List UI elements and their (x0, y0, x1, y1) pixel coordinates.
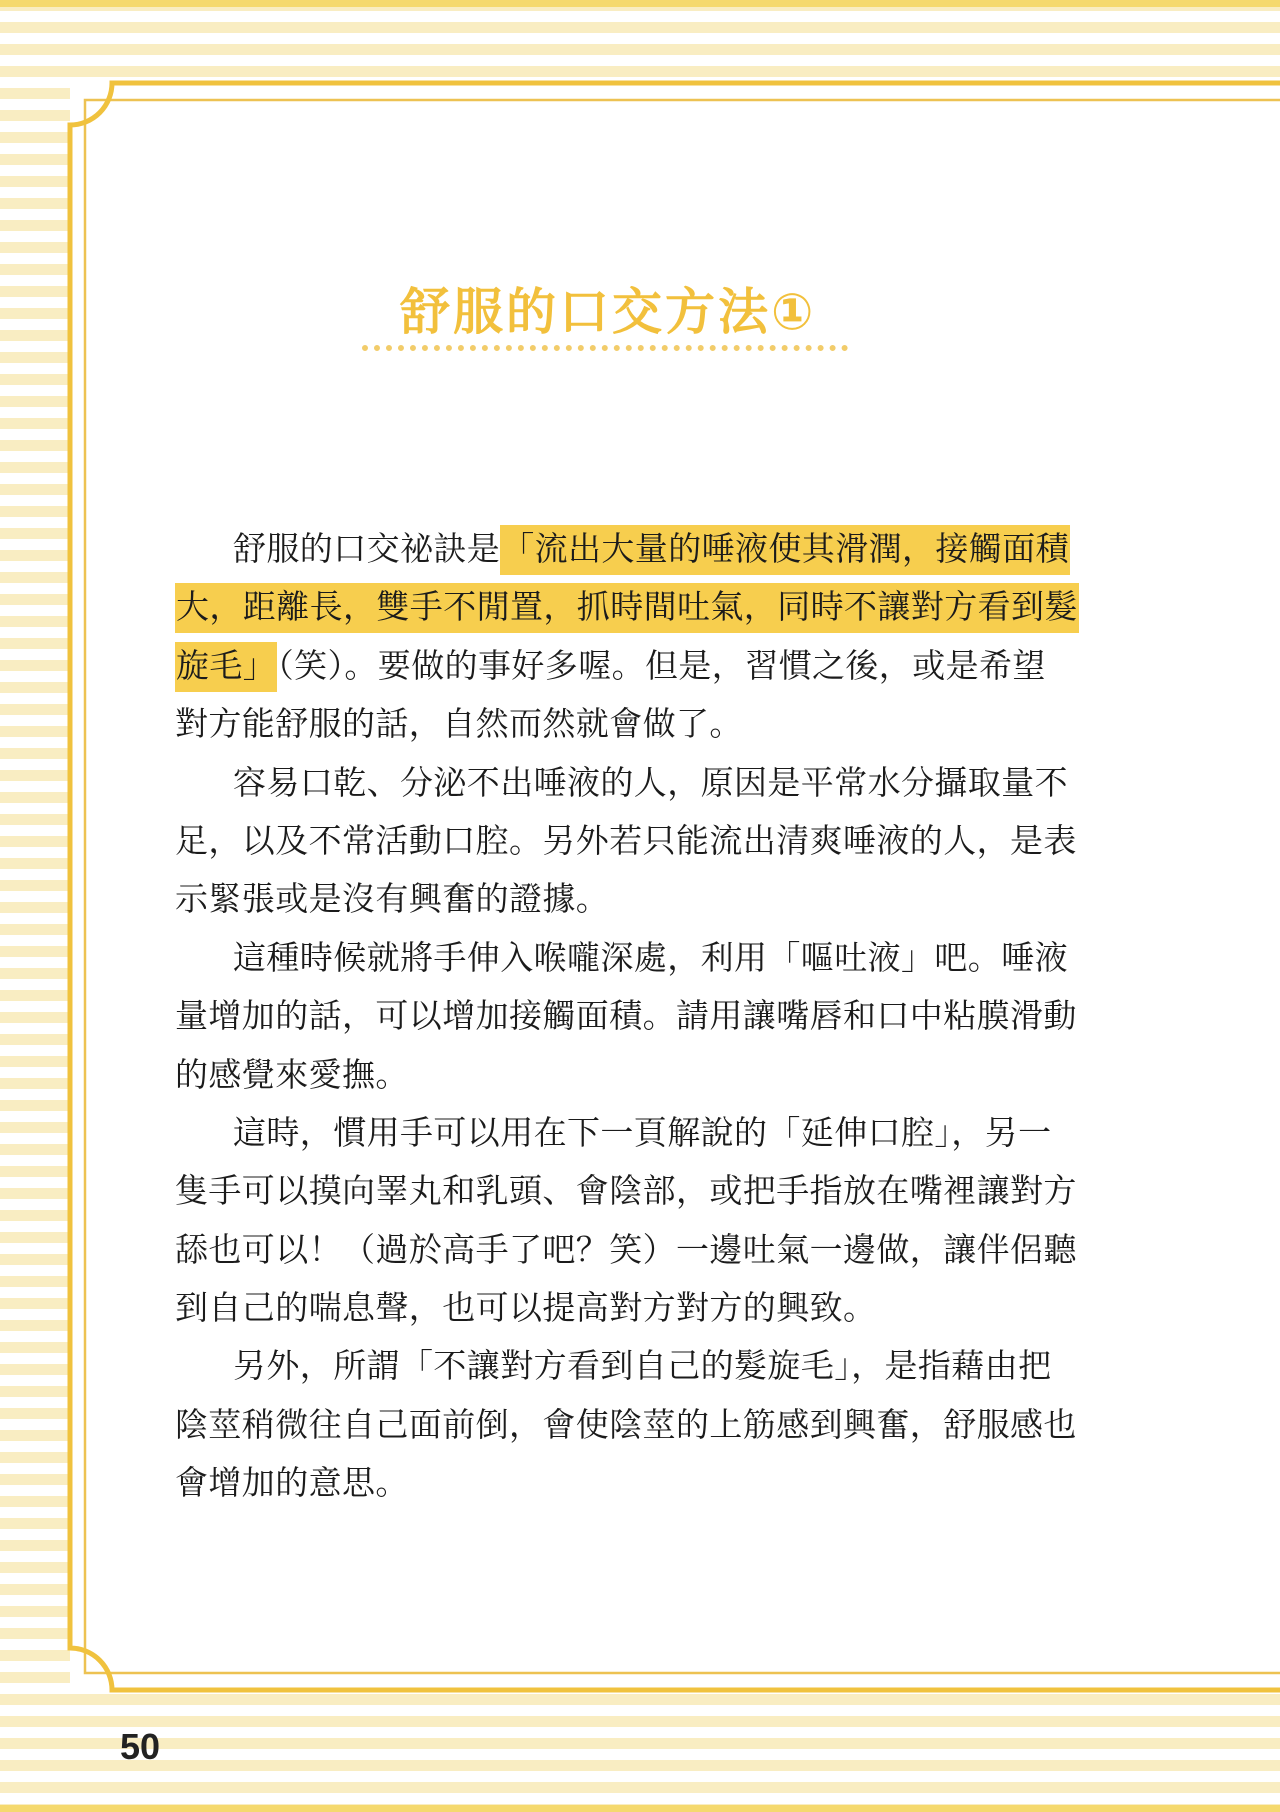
plain-text: 這種時候就將手伸入喉嚨深處，利用「嘔吐液」吧。唾液 (233, 940, 1068, 977)
page-title: 舒服的口交方法① (400, 284, 817, 340)
highlighted-text: 旋毛」 (175, 642, 277, 692)
text-line (175, 521, 1081, 579)
text-line (175, 755, 1081, 813)
plain-text: 舒服的口交祕訣是 (233, 532, 501, 568)
text-line (175, 1338, 1081, 1396)
plain-text: 會增加的意思。 (175, 1466, 409, 1503)
highlighted-text: 「流出大量的唾液使其滑潤，接觸面積 (500, 525, 1070, 575)
plain-text: 這時，慣用手可以用在下一頁解說的「延伸口腔」，另一 (233, 1115, 1052, 1152)
plain-text: 容易口乾、分泌不出唾液的人，原因是平常水分攝取量不 (233, 765, 1068, 802)
highlighted-text: 大，距離長，雙手不閒置，抓時間吐氣，同時不讓對方看到髮 (175, 583, 1079, 633)
plain-text: （笑）。要做的事好多喔。但是，習慣之後，或是希望 (277, 648, 1046, 685)
plain-text: 隻手可以摸向睪丸和乳頭、會陰部，或把手指放在嘴裡讓對方 (175, 1174, 1077, 1211)
body-text (175, 521, 1081, 1514)
plain-text: 到自己的喘息聲，也可以提高對方對方的興致。 (175, 1291, 877, 1328)
title-dotted-underline (362, 345, 848, 351)
text-line (175, 1397, 1081, 1455)
text-line (175, 1222, 1081, 1280)
plain-text: 足，以及不常活動口腔。另外若只能流出清爽唾液的人，是表 (175, 823, 1077, 860)
text-line (175, 696, 1081, 754)
text-line (175, 1280, 1081, 1338)
plain-text: 陰莖稍微往自己面前倒，會使陰莖的上筋感到興奮，舒服感也 (175, 1407, 1077, 1444)
plain-text: 舔也可以！（過於高手了吧？笑）一邊吐氣一邊做，讓伴侶聽 (175, 1232, 1077, 1269)
text-line (175, 638, 1081, 696)
plain-text: 量增加的話，可以增加接觸面積。請用讓嘴唇和口中粘膜滑動 (175, 999, 1077, 1036)
text-line (175, 871, 1081, 929)
text-line (175, 579, 1081, 637)
text-line (175, 930, 1081, 988)
plain-text: 示緊張或是沒有興奮的證據。 (175, 882, 610, 919)
plain-text: 對方能舒服的話，自然而然就會做了。 (175, 707, 743, 744)
text-line (175, 813, 1081, 871)
text-line (175, 1163, 1081, 1221)
page-number: 50 (120, 1726, 161, 1767)
text-line (175, 988, 1081, 1046)
text-line (175, 1047, 1081, 1105)
text-line (175, 1455, 1081, 1513)
text-line (175, 1105, 1081, 1163)
plain-text: 另外，所謂「不讓對方看到自己的髮旋毛」，是指藉由把 (233, 1349, 1052, 1386)
plain-text: 的感覺來愛撫。 (175, 1057, 409, 1094)
